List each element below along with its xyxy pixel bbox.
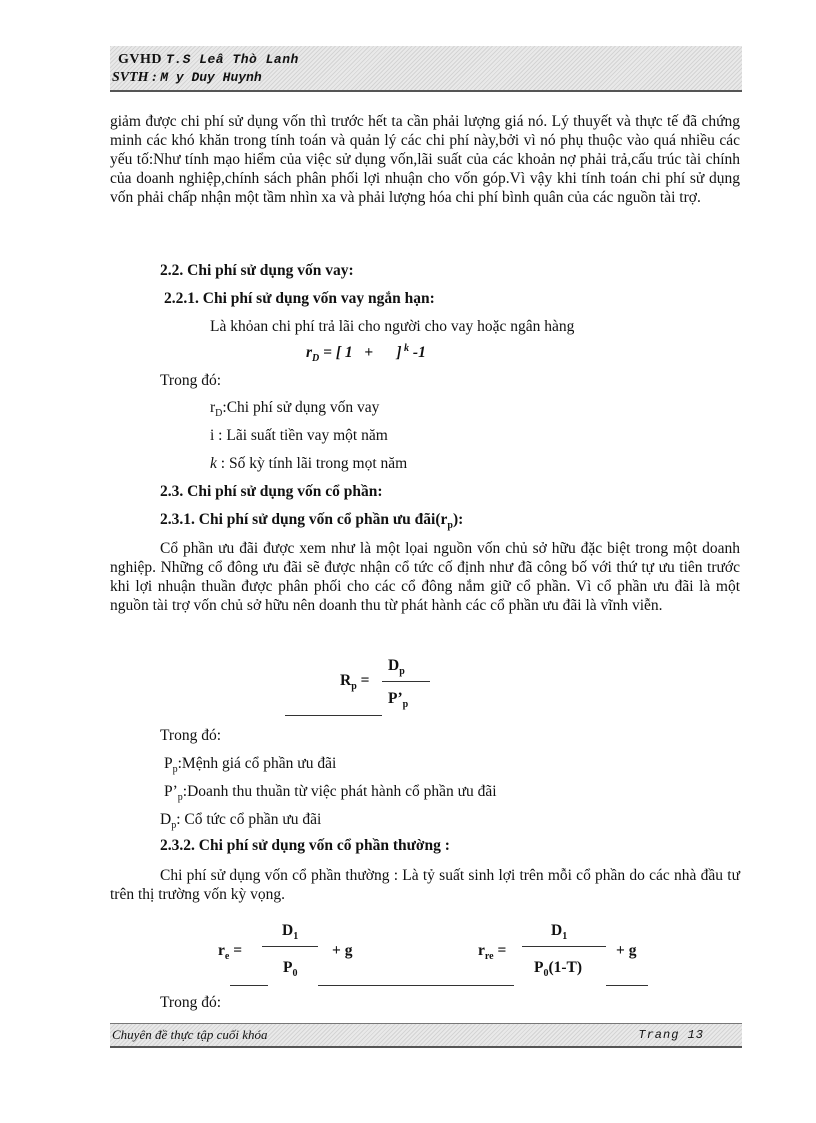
supervisor-name: T.S Leâ Thò Lanh <box>166 52 299 67</box>
where-label-3: Trong đó: <box>160 994 222 1011</box>
divider-line <box>285 715 382 716</box>
rre-fraction-bar <box>522 946 606 947</box>
pref-fraction-bar <box>382 681 430 682</box>
def-pp: $P_p:Mệnh$ giá cổ phần ưu đãi <box>164 755 337 776</box>
re-lhs: $r_e$ = <box>218 942 243 963</box>
heading-2-2-1: 2.2.1. Chi phí sử dụng vốn vay ngắn hạn: <box>164 290 435 307</box>
student-name: M y Duy Huynh <box>160 70 262 85</box>
underline-1 <box>230 985 268 986</box>
loan-formula: $r_D$ = [ 1 + ] $^k$ -1 <box>306 342 426 365</box>
heading-2-3-1: 2.3.1. Chi phí sử dụng vốn cổ phần ưu $đãi(r_p)$: <box>160 511 464 532</box>
underline-2 <box>318 985 514 986</box>
re-denominator: $P_0$ <box>283 959 298 980</box>
page-footer <box>110 1023 742 1048</box>
heading-2-3: 2.3. Chi phí sử dụng vốn cổ phần: <box>160 483 383 500</box>
def-k: k : Số kỳ tính lãi trong mọt năm <box>210 455 408 472</box>
def-rd: $r_D:Chi$ phí sử dụng vốn vay <box>210 399 380 420</box>
intro-paragraph: giảm được chi phí sử dụng vốn thì trước hết ta cần phải lượng giá nó. Lý thuyết và thực tế đã chứng minh các khó khăn trong tính toán và quản lý các chi phí này,bởi vì nó phụ thuộc vào quá nhiều các yếu tố:Như tính mạo hiểm của việc sử dụng vốn,lãi suất của các khoản nợ phải trả,cấu trúc tài chính của doanh nghiệp,chính sách phân phối lợi nhuận cho vốn góp.Vì vậy khi tính toán chi phí sử dụng vốn phải chấp nhận một tầm nhìn xa và phải lượng hóa chi phí bình quân của các nguồn tài trợ. <box>110 113 740 206</box>
loan-description: Là khỏan chi phí trả lãi cho người cho vay hoặc ngân hàng <box>210 318 575 335</box>
def-i: i : Lãi suất tiền vay một năm <box>210 427 388 444</box>
def-ppp: $P’_p:Doanh$ thu thuần từ việc phát hành cổ phần ưu đãi <box>164 783 497 804</box>
re-fraction-bar <box>262 946 318 947</box>
re-numerator: $D_1$ <box>282 922 299 943</box>
pref-formula-lhs: $R_p$ = <box>340 672 370 693</box>
pref-formula-denominator: $P’_p$ <box>388 690 409 711</box>
rre-numerator: $D_1$ <box>551 922 568 943</box>
underline-3 <box>606 985 648 986</box>
where-label-2: Trong đó: <box>160 727 222 744</box>
where-label: Trong đó: <box>160 372 222 389</box>
page-header <box>110 46 742 92</box>
def-dp: $D_p$: Cổ tức cổ phần ưu đãi <box>160 811 322 832</box>
rre-denominator: $P_0(1-T)$ <box>534 959 583 980</box>
student-line: SVTH : M y Duy Huynh <box>112 70 262 85</box>
rre-plus-g: + g <box>616 942 637 959</box>
pref-formula-numerator: $D_p$ <box>388 657 405 678</box>
supervisor-line: GVHD T.S Leâ Thò Lanh <box>118 52 299 67</box>
re-plus-g: + g <box>332 942 353 959</box>
footer-title: Chuyên đề thực tập cuối khóa <box>112 1027 268 1042</box>
preferred-paragraph: Cổ phần ưu đãi được xem như là một lọai nguồn vốn chủ sở hữu đặc biệt trong một doanh nghiệp. Những cổ đông ưu đãi sẽ được nhận cổ tức cố định như đã công bố với thứ tự ưu tiên trước khi lợi nhuận thuần được phân phối cho các cổ đông nắm giữ cổ phần. Vì cổ phần ưu đãi là một nguồn tài trợ vốn chủ sở hữu nên doanh thu từ phát hành các cổ phần ưu đãi là vĩnh viễn. <box>110 540 740 614</box>
heading-2-3-2: 2.3.2. Chi phí sử dụng vốn cổ phần thường : <box>160 837 450 854</box>
heading-2-2: 2.2. Chi phí sử dụng vốn vay: <box>160 262 354 279</box>
page-number: Trang 13 <box>638 1028 704 1042</box>
common-paragraph: Chi phí sử dụng vốn cổ phần thường : Là tỷ suất sinh lợi trên mỗi cổ phần do các nhà đầu tư trên thị trường vốn kỳ vọng. <box>110 867 740 903</box>
rre-lhs: $r_{re}$ = <box>478 942 507 963</box>
